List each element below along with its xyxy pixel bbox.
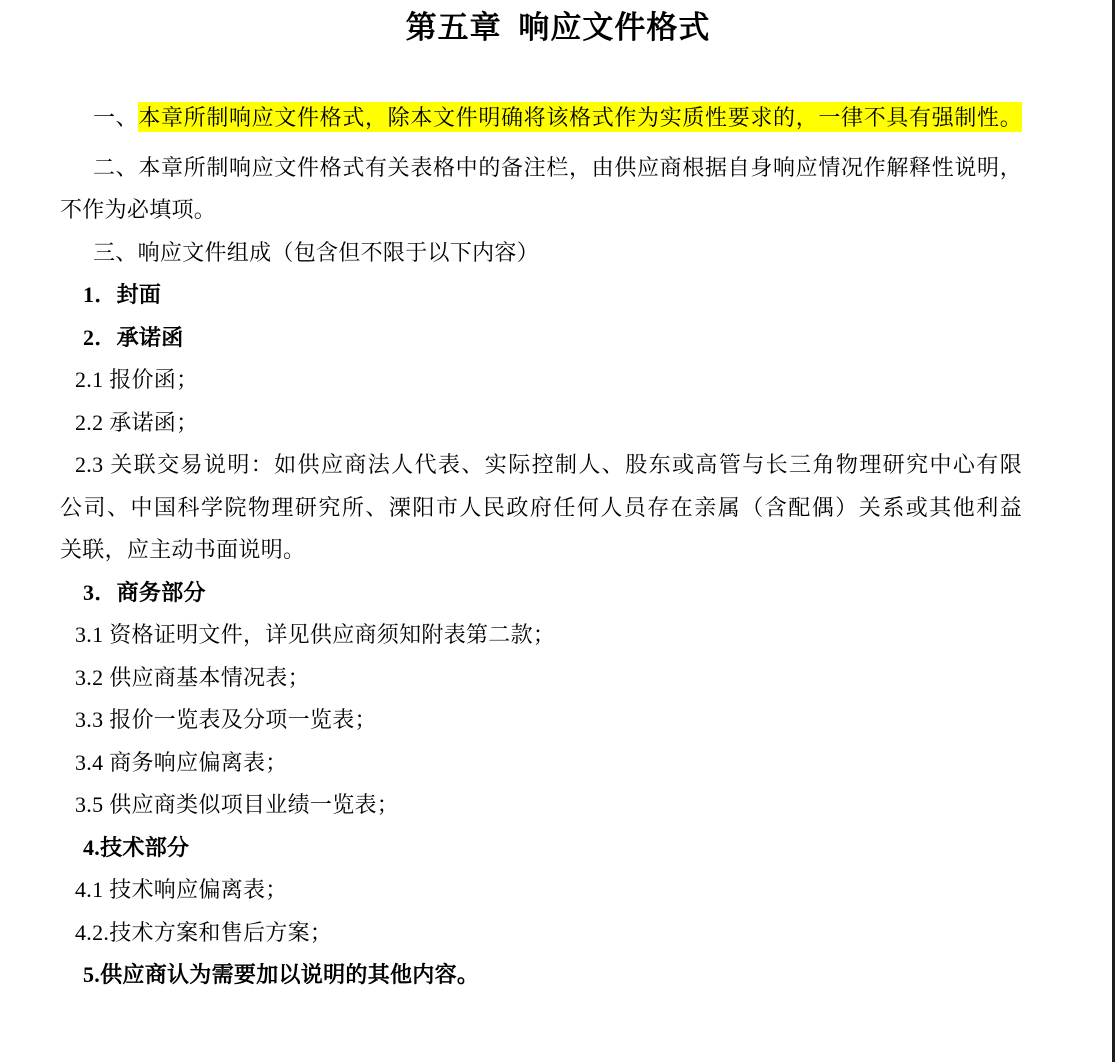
item-4-2-technical-plan: 4.2.技术方案和售后方案；	[75, 919, 333, 945]
item-2-3-line-3: 关联，应主动书面说明。	[60, 537, 306, 562]
item-3-1-qualification-documents: 3.1 资格证明文件，详见供应商须知附表第二款；	[75, 622, 556, 647]
para-1-mandatory-clause	[93, 97, 1022, 140]
heading-3-commercial-part: 3．商务部分	[83, 579, 206, 605]
page-edge-line	[1112, 0, 1115, 1062]
item-3-5-similar-projects: 3.5 供应商类似项目业绩一览表；	[75, 792, 400, 817]
item-4-1-technical-deviation: 4.1 技术响应偏离表；	[75, 877, 288, 902]
item-3-3-quotation-tables: 3.3 报价一览表及分项一览表；	[75, 707, 377, 732]
para-1-prefix: 一、	[93, 105, 139, 130]
para-2-line-1: 二、本章所制响应文件格式有关表格中的备注栏，由供应商根据自身响应情况作解释性说明，	[93, 154, 1022, 180]
item-2-3-line-2: 公司、中国科学院物理研究所、溧阳市人民政府任何人员存在亲属（含配偶）关系或其他利益	[60, 494, 1022, 520]
para-3-composition: 三、响应文件组成（包含但不限于以下内容）	[93, 239, 540, 265]
highlight-span: 本章所制响应文件格式，除本文件明确将该格式作为实质性要求的，一律不具有强制性。	[138, 102, 1022, 132]
item-3-2-supplier-basic-info: 3.2 供应商基本情况表；	[75, 664, 310, 690]
heading-5-other-content: 5.供应商认为需要加以说明的其他内容。	[83, 962, 480, 987]
heading-4-technical-part: 4.技术部分	[83, 834, 190, 860]
para-2-line-2: 不作为必填项。	[60, 197, 217, 222]
item-2-1-quotation-letter: 2.1 报价函；	[75, 367, 199, 392]
heading-1-cover: 1．封面	[83, 282, 162, 307]
item-3-4-commercial-deviation: 3.4 商务响应偏离表；	[75, 749, 288, 775]
heading-2-commitment-letter: 2．承诺函	[83, 324, 184, 350]
item-2-3-line-1: 2.3 关联交易说明：如供应商法人代表、实际控制人、股东或高管与长三角物理研究中心有限	[75, 452, 1022, 477]
chapter-title: 第五章 响应文件格式	[405, 10, 711, 45]
item-2-2-commitment-letter: 2.2 承诺函；	[75, 409, 199, 435]
document-body	[0, 97, 1116, 997]
